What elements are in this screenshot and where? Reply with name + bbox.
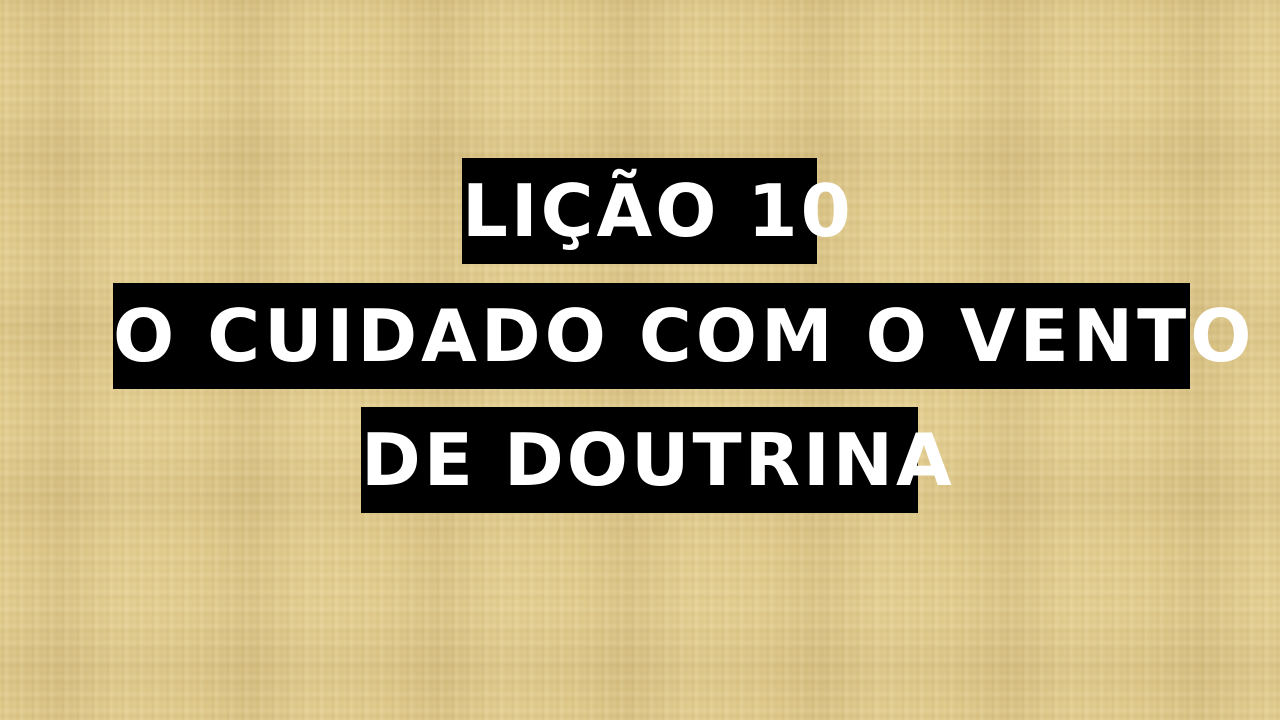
lesson-title-line-1: O CUIDADO COM O VENTO bbox=[113, 283, 1190, 389]
lesson-number-title: LIÇÃO 10 bbox=[462, 158, 817, 264]
lesson-title-line-2: DE DOUTRINA bbox=[361, 407, 918, 513]
